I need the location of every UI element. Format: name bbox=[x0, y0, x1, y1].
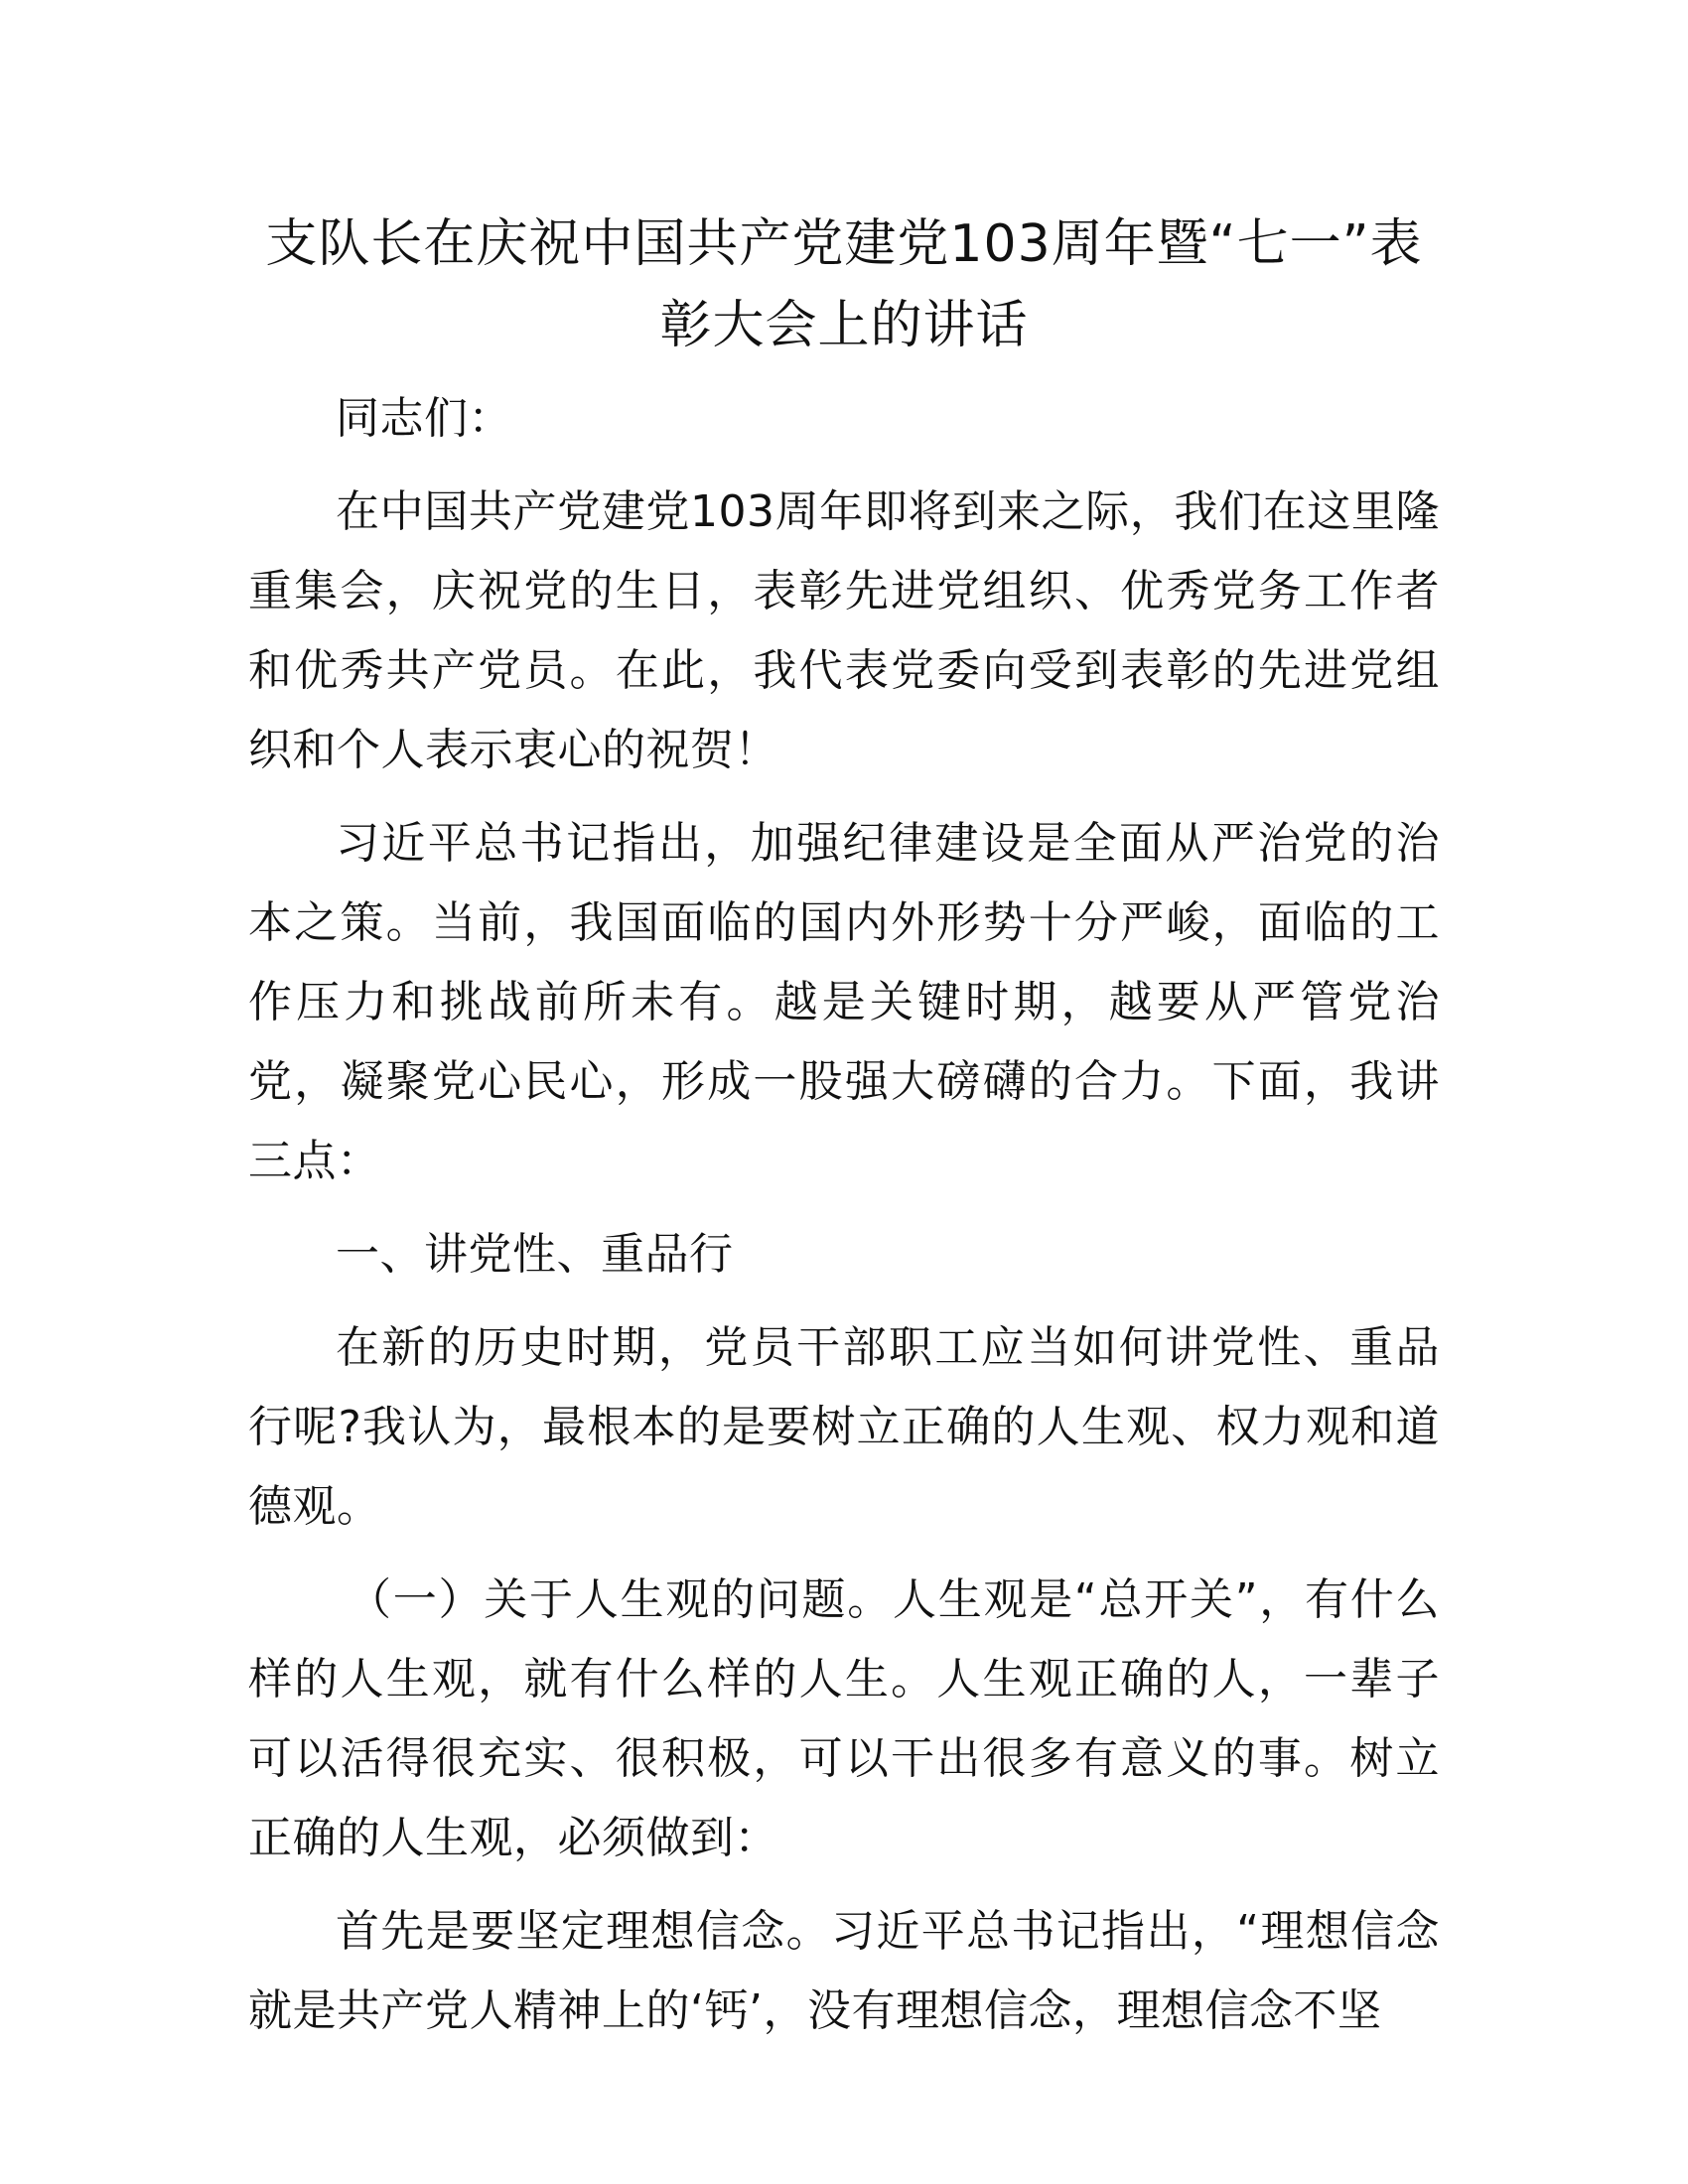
paragraph-opening: 在中国共产党建党103周年即将到来之际，我们在这里隆重集会，庆祝党的生日，表彰先进党组织、优秀党务工作者和优秀共产党员。在此，我代表党委向受到表彰的先进党组织和个人表示衷心的祝贺！ bbox=[248, 486, 1440, 775]
salutation: 同志们： bbox=[336, 393, 512, 444]
paragraph-discipline: 习近平总书记指出，加强纪律建设是全面从严治党的治本之策。当前，我国面临的国内外形势十分严峻，面临的工作压力和挑战前所未有。越是关键时期，越要从严管党治党，凝聚党心民心，形成一股强大磅礴的合力。下面，我讲三点： bbox=[248, 818, 1440, 1186]
paragraph-section-1-intro: 在新的历史时期，党员干部职工应当如何讲党性、重品行呢?我认为，最根本的是要树立正确的人生观、权力观和道德观。 bbox=[248, 1322, 1440, 1532]
paragraph-subsection-1: （一）关于人生观的问题。人生观是“总开关”，有什么样的人生观，就有什么样的人生。人生观正确的人，一辈子可以活得很充实、很积极，可以干出很多有意义的事。树立正确的人生观，必须做到： bbox=[248, 1574, 1440, 1863]
paragraph-ideals: 首先是要坚定理想信念。习近平总书记指出，“理想信念就是共产党人精神上的‘钙’，没有理想信念，理想信念不坚 bbox=[248, 1906, 1440, 2036]
document-body bbox=[248, 379, 1440, 2065]
document-title: 支队长在庆祝中国共产党建党103周年暨“七一”表彰大会上的讲话 bbox=[265, 214, 1423, 355]
section-heading-1: 一、讲党性、重品行 bbox=[336, 1229, 734, 1280]
